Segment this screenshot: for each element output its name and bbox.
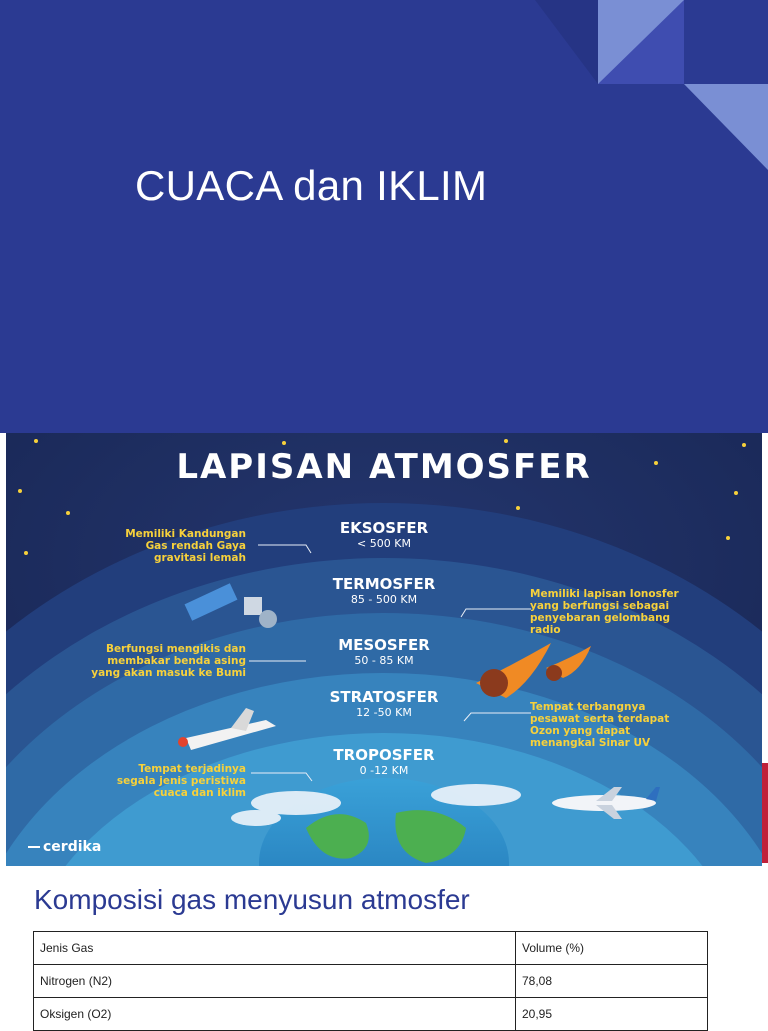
note-line: yang berfungsi sebagai [530, 600, 670, 612]
layer-name: STRATOSFER [329, 688, 439, 706]
layer-range: 12 -50 KM [356, 706, 412, 719]
layer-range: 85 - 500 KM [350, 593, 418, 606]
table-row [34, 965, 708, 998]
note-line: cuaca dan iklim [153, 787, 246, 799]
layer-troposfer [284, 746, 484, 777]
composition-slide [0, 866, 768, 1024]
layer-range: 50 - 85 KM [354, 654, 414, 667]
note-line: membakar benda asing [107, 655, 246, 667]
layer-termosfer [284, 575, 484, 606]
note-mesosfer [12, 643, 246, 679]
layer-name: TROPOSFER [333, 746, 435, 764]
corner-shadow [535, 0, 598, 84]
note-line: radio [530, 624, 561, 636]
note-line: yang akan masuk ke Bumi [91, 667, 246, 679]
note-line: Ozon yang dapat [530, 725, 631, 737]
gas-table [33, 931, 708, 1031]
note-line: Tempat terbangnya [530, 701, 646, 713]
red-accent-bar [762, 763, 768, 863]
note-termosfer [530, 588, 762, 636]
note-line: gravitasi lemah [153, 552, 246, 564]
corner-triangle-right [684, 84, 768, 170]
layer-range: < 500 KM [357, 537, 411, 550]
note-line: Berfungsi mengikis dan [105, 643, 246, 655]
note-line: penyebaran gelombang [530, 612, 671, 624]
table-cell: 20,95 [516, 998, 708, 1031]
note-line: Memiliki lapisan Ionosfer [530, 588, 679, 600]
slide-title: CUACA dan IKLIM [135, 162, 488, 209]
corner-triangle-dark [684, 0, 768, 84]
table-cell: Nitrogen (N2) [34, 965, 516, 998]
table-header-cell: Volume (%) [516, 932, 708, 965]
layer-range: 0 -12 KM [359, 764, 409, 777]
layer-mesosfer [284, 636, 484, 667]
table-header-row [34, 932, 708, 965]
table-cell: Oksigen (O2) [34, 998, 516, 1031]
layer-name: EKSOSFER [339, 519, 429, 537]
note-line: Gas rendah Gaya [145, 540, 246, 552]
poster-title: LAPISAN ATMOSFER [176, 447, 592, 487]
brand-name: cerdika [43, 839, 102, 855]
note-line: segala jenis peristiwa [116, 775, 246, 787]
brand-mark-icon [28, 846, 40, 848]
note-line: Tempat terjadinya [138, 763, 246, 775]
table-header-cell: Jenis Gas [34, 932, 516, 965]
layer-eksosfer [284, 519, 484, 550]
note-troposfer [46, 763, 246, 799]
atmosphere-slide [0, 433, 768, 866]
table-row [34, 998, 708, 1031]
note-line: pesawat serta terdapat [530, 713, 670, 725]
title-slide [0, 0, 768, 433]
layer-name: MESOSFER [338, 636, 430, 654]
table-cell: 78,08 [516, 965, 708, 998]
layer-stratosfer [284, 688, 484, 719]
brand-logo [28, 839, 101, 855]
slide-heading: Komposisi gas menyusun atmosfer [34, 884, 470, 915]
note-line: menangkal Sinar UV [530, 737, 651, 749]
note-eksosfer [46, 528, 246, 564]
corner-decoration [0, 0, 768, 433]
note-line: Memiliki Kandungan [125, 528, 246, 540]
note-stratosfer [530, 701, 762, 749]
atmosphere-poster [6, 433, 762, 866]
layer-name: TERMOSFER [332, 575, 436, 593]
